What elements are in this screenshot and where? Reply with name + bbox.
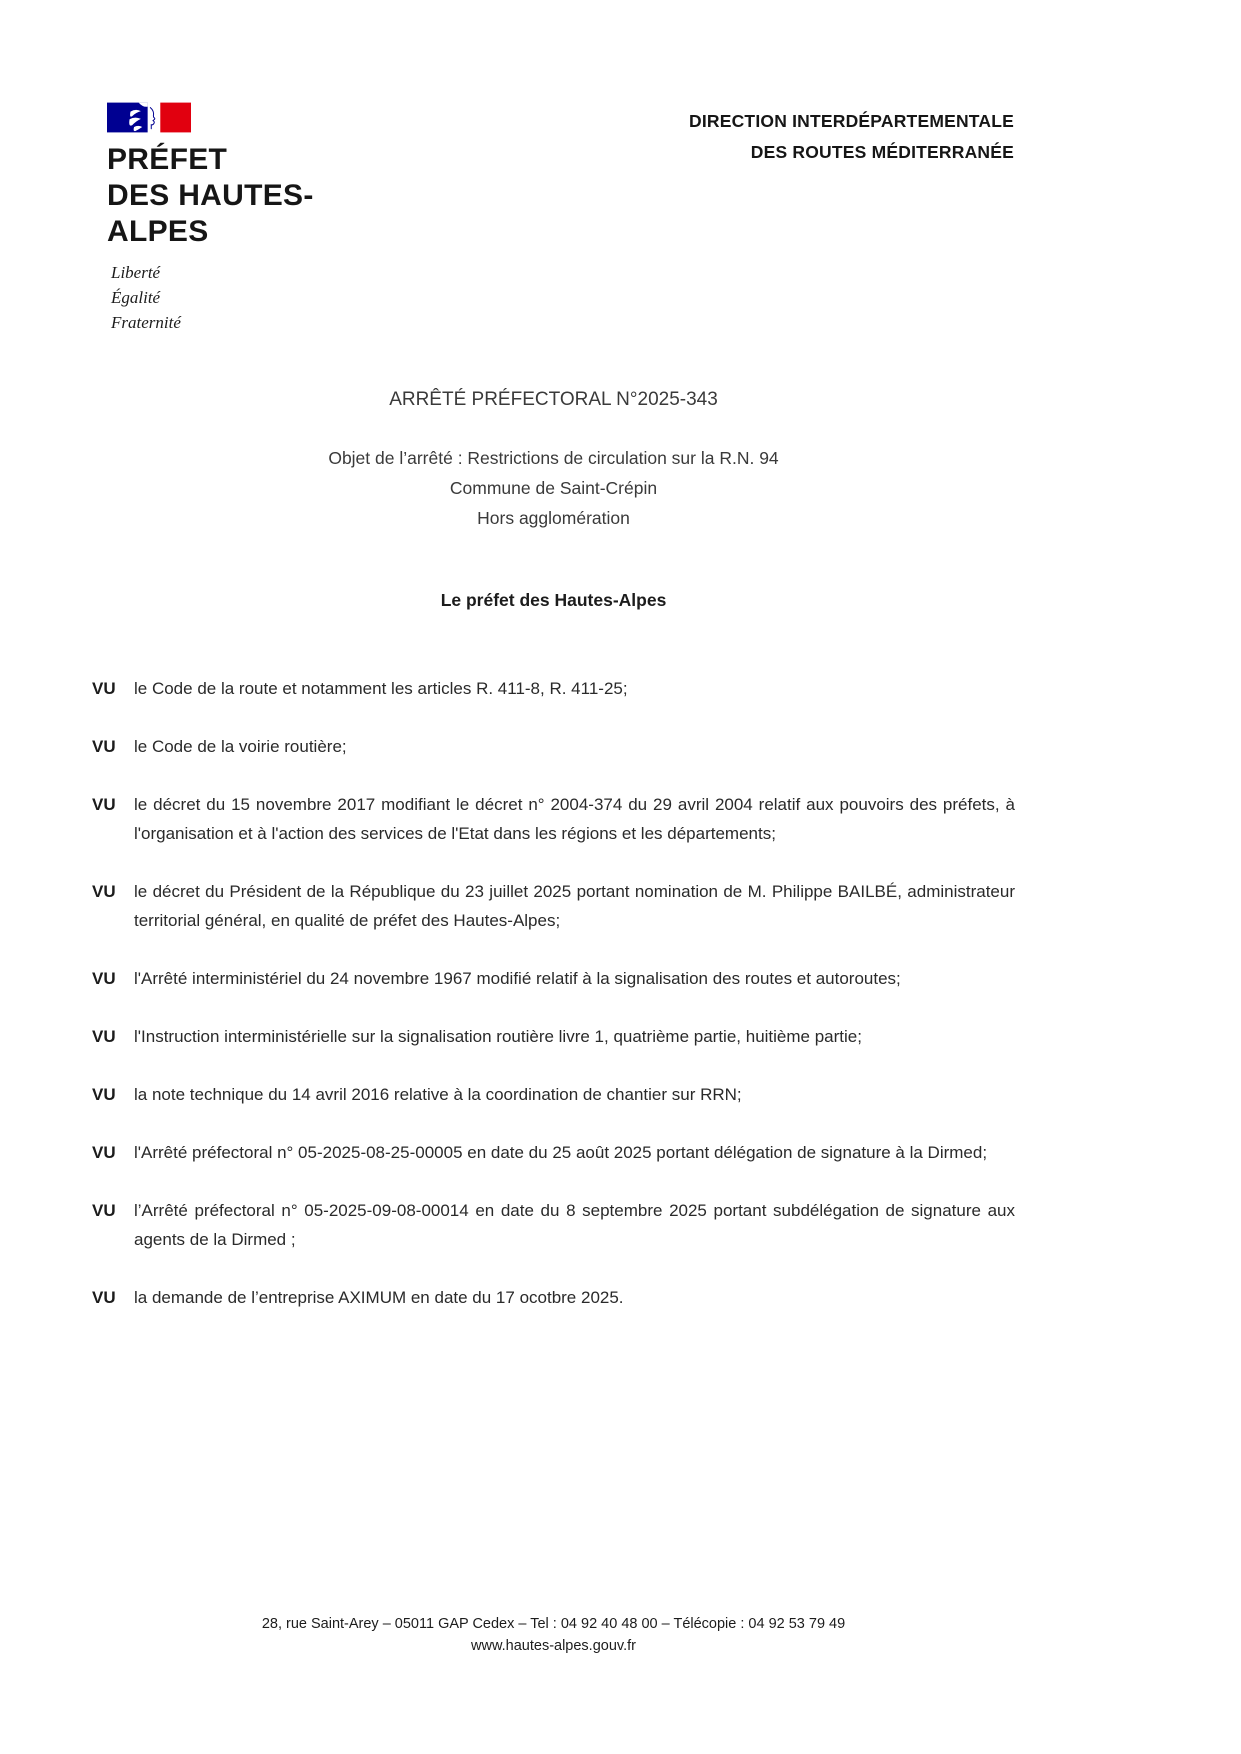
issuing-direction-header bbox=[689, 106, 1014, 168]
vu-label: VU bbox=[92, 882, 116, 901]
vu-item bbox=[92, 1283, 1015, 1312]
vu-label: VU bbox=[92, 795, 116, 814]
vu-text: le Code de la route et notamment les articles R. 411-8, R. 411-25; bbox=[134, 679, 628, 698]
republic-motto bbox=[107, 260, 314, 335]
vu-label: VU bbox=[92, 679, 116, 698]
vu-item bbox=[92, 1138, 1015, 1167]
vu-text: l'Arrêté préfectoral n° 05-2025-08-25-00005 en date du 25 août 2025 portant délégation de signature à la Dirmed; bbox=[134, 1143, 988, 1162]
vu-label: VU bbox=[92, 1143, 116, 1162]
vu-text: le décret du 15 novembre 2017 modifiant le décret n° 2004-374 du 29 avril 2004 relatif aux pouvoirs des préfets, à l'organisation et à l'action des services de l'Etat dans les régions et les départements; bbox=[134, 795, 1015, 843]
vu-text: l'Arrêté interministériel du 24 novembre 1967 modifié relatif à la signalisation des routes et autoroutes; bbox=[134, 969, 901, 988]
decree-subject bbox=[92, 443, 1015, 533]
vu-label: VU bbox=[92, 1085, 116, 1104]
flag-blue-rect bbox=[107, 103, 148, 133]
vu-label: VU bbox=[92, 1201, 116, 1220]
vu-item bbox=[92, 1196, 1015, 1254]
marianne-flag-icon bbox=[107, 102, 191, 133]
vu-item bbox=[92, 674, 1015, 703]
page-footer bbox=[92, 1613, 1015, 1657]
vu-item bbox=[92, 732, 1015, 761]
prefecture-name bbox=[107, 142, 314, 250]
prefecture-logo-block bbox=[107, 102, 314, 335]
footer-address: 28, rue Saint-Arey – 05011 GAP Cedex – Tel : 04 92 40 48 00 – Télécopie : 04 92 53 79 49 bbox=[261, 1616, 846, 1632]
marianne-face-profile bbox=[150, 108, 154, 129]
vu-text: le Code de la voirie routière; bbox=[134, 737, 347, 756]
prefecture-name-line: ALPES bbox=[107, 215, 209, 248]
vu-item bbox=[92, 1080, 1015, 1109]
vu-item bbox=[92, 790, 1015, 848]
vu-item bbox=[92, 1022, 1015, 1051]
vu-label: VU bbox=[92, 737, 116, 756]
vu-item bbox=[92, 877, 1015, 935]
prefecture-name-line: DES HAUTES- bbox=[107, 179, 314, 212]
vu-item bbox=[92, 964, 1015, 993]
vu-text: la demande de l’entreprise AXIMUM en date du 17 ocotbre 2025. bbox=[134, 1288, 624, 1307]
direction-line: DES ROUTES MÉDITERRANÉE bbox=[750, 142, 1014, 162]
motto-line: Égalité bbox=[111, 288, 161, 307]
issuer-heading: Le préfet des Hautes-Alpes bbox=[440, 590, 667, 610]
subject-line: Commune de Saint-Crépin bbox=[449, 478, 658, 498]
decree-title: ARRÊTÉ PRÉFECTORAL N°2025-343 bbox=[389, 389, 718, 410]
vu-text: l’Arrêté préfectoral n° 05-2025-09-08-00014 en date du 8 septembre 2025 portant subdélégation de signature aux agents de la Dirmed ; bbox=[134, 1201, 1015, 1249]
vu-text: la note technique du 14 avril 2016 relative à la coordination de chantier sur RRN; bbox=[134, 1085, 742, 1104]
vu-label: VU bbox=[92, 969, 116, 988]
flag-red-rect bbox=[160, 103, 191, 133]
direction-line: DIRECTION INTERDÉPARTEMENTALE bbox=[688, 111, 1014, 131]
subject-line: Hors agglomération bbox=[477, 508, 630, 528]
subject-line: Objet de l’arrêté : Restrictions de circulation sur la R.N. 94 bbox=[328, 448, 779, 468]
footer-website: www.hautes-alpes.gouv.fr bbox=[471, 1638, 636, 1654]
vu-list bbox=[92, 674, 1015, 1341]
motto-line: Fraternité bbox=[111, 313, 181, 332]
vu-label: VU bbox=[92, 1288, 116, 1307]
vu-label: VU bbox=[92, 1027, 116, 1046]
vu-text: l'Instruction interministérielle sur la signalisation routière livre 1, quatrième partie, huitième partie; bbox=[134, 1027, 862, 1046]
prefecture-name-line: PRÉFET bbox=[107, 143, 228, 176]
motto-line: Liberté bbox=[111, 263, 161, 282]
vu-text: le décret du Président de la République du 23 juillet 2025 portant nomination de M. Philippe BAILBÉ, administrateur territorial général, en qualité de préfet des Hautes-Alpes; bbox=[134, 882, 1015, 930]
